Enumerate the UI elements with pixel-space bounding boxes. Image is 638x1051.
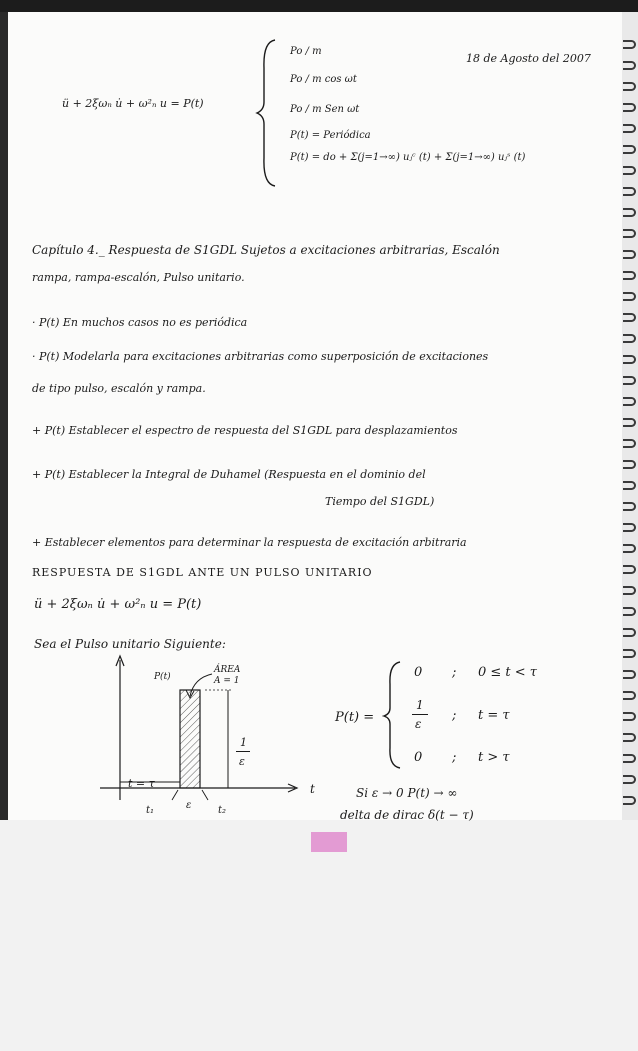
- top-equation: ü + 2ξωₙ u̇ + ω²ₙ u = P(t): [62, 97, 204, 110]
- spiral-ring: [623, 166, 636, 175]
- spiral-ring: [623, 439, 636, 448]
- pulse-figure: [90, 650, 330, 820]
- chapter-line-2: rampa, rampa-escalón, Pulso unitario.: [32, 271, 245, 284]
- delta-text: delta de dirac δ(t − τ): [340, 808, 474, 822]
- fig-height-bar: [236, 751, 250, 752]
- bullet-2: · P(t) Modelarla para excitaciones arbitrarias como superposición de excitaciones: [32, 350, 489, 363]
- case2-sep: ;: [452, 708, 457, 723]
- spiral-ring: [623, 187, 636, 196]
- case3-cond: t > τ: [478, 750, 510, 765]
- fig-t-tau: t = τ: [128, 777, 155, 790]
- sticky-tab: [311, 832, 347, 852]
- spiral-ring: [623, 712, 636, 721]
- spiral-ring: [623, 355, 636, 364]
- bullet-3: + P(t) Establecer el espectro de respuesta del S1GDL para desplazamientos: [32, 424, 458, 437]
- limit-text: Si ε → 0 P(t) → ∞: [356, 786, 458, 800]
- fig-eps: ε: [186, 800, 192, 811]
- spiral-ring: [623, 523, 636, 532]
- section-title: RESPUESTA DE S1GDL ANTE UN PULSO UNITARIO: [32, 566, 373, 579]
- spiral-ring: [623, 82, 636, 91]
- bullet-1: · P(t) En muchos casos no es periódica: [32, 316, 248, 329]
- case1-cond: 0 ≤ t < τ: [478, 665, 538, 680]
- spiral-ring: [623, 733, 636, 742]
- case-3: Po / m Sen ωt: [290, 104, 360, 115]
- spiral-ring: [623, 754, 636, 763]
- case1-value: 0: [414, 665, 423, 680]
- case-1: Po / m: [290, 46, 322, 57]
- spiral-ring: [623, 271, 636, 280]
- spiral-ring: [623, 775, 636, 784]
- section-equation: ü + 2ξωₙ u̇ + ω²ₙ u = P(t): [34, 597, 202, 612]
- case3-sep: ;: [452, 750, 457, 765]
- bullet-2-cont: de tipo pulso, escalón y rampa.: [32, 382, 206, 395]
- spiral-ring: [623, 292, 636, 301]
- spiral-ring: [623, 607, 636, 616]
- spiral-ring: [623, 586, 636, 595]
- case2-bar: [412, 714, 428, 715]
- fig-t-axis: t: [310, 782, 315, 796]
- case-5: P(t) = do + Σ(j=1→∞) uⱼᶜ (t) + Σ(j=1→∞) uⱼˢ (t): [290, 152, 526, 163]
- spiral-ring: [623, 61, 636, 70]
- fig-t2: t₂: [218, 805, 227, 816]
- spiral-ring: [623, 649, 636, 658]
- spiral-ring: [623, 313, 636, 322]
- spiral-ring: [623, 250, 636, 259]
- bullet-5: + Establecer elementos para determinar la respuesta de excitación arbitraria: [32, 536, 467, 549]
- spiral-ring: [623, 481, 636, 490]
- spiral-ring: [623, 418, 636, 427]
- spiral-ring: [623, 376, 636, 385]
- pulse-rect: [180, 690, 200, 788]
- pulse-intro: Sea el Pulso unitario Siguiente:: [34, 637, 226, 651]
- bullet-4-cont: Tiempo del S1GDL): [325, 495, 435, 508]
- case2-den: ε: [415, 717, 422, 731]
- spiral-ring: [623, 544, 636, 553]
- spiral-ring: [623, 460, 636, 469]
- case3-value: 0: [414, 750, 423, 765]
- fig-area-value: A = 1: [214, 676, 240, 686]
- spiral-ring: [623, 103, 636, 112]
- spiral-ring: [623, 208, 636, 217]
- case-4: P(t) = Periódica: [290, 130, 371, 141]
- piecewise-brace: [382, 660, 404, 770]
- spiral-ring: [623, 124, 636, 133]
- fig-area-label: ÁREA: [214, 665, 241, 675]
- fig-height-den: ε: [239, 755, 245, 768]
- piecewise-lhs: P(t) =: [335, 710, 375, 725]
- spiral-ring: [623, 40, 636, 49]
- case-2: Po / m cos ωt: [290, 74, 357, 85]
- fig-y-label: P(t): [154, 672, 171, 682]
- notebook-left-edge: [0, 12, 8, 820]
- spiral-ring: [623, 397, 636, 406]
- spiral-ring: [623, 502, 636, 511]
- case2-cond: t = τ: [478, 708, 510, 723]
- spiral-ring: [623, 229, 636, 238]
- fig-t1: t₁: [146, 805, 155, 816]
- case1-sep: ;: [452, 665, 457, 680]
- cases-brace: [255, 38, 279, 188]
- spiral-ring: [623, 334, 636, 343]
- spiral-ring: [623, 145, 636, 154]
- date: 18 de Agosto del 2007: [466, 52, 591, 65]
- spiral-ring: [623, 670, 636, 679]
- case2-num: 1: [416, 698, 424, 712]
- fig-height-num: 1: [240, 736, 247, 749]
- spiral-ring: [623, 796, 636, 805]
- scan-background: [0, 820, 638, 1051]
- chapter-line-1: Capítulo 4._ Respuesta de S1GDL Sujetos a excitaciones arbitrarias, Escalón: [32, 243, 500, 257]
- scanner-top-edge: [0, 0, 638, 12]
- spiral-ring: [623, 691, 636, 700]
- spiral-ring: [623, 565, 636, 574]
- bullet-4: + P(t) Establecer la Integral de Duhamel (Respuesta en el dominio del: [32, 468, 426, 481]
- spiral-ring: [623, 628, 636, 637]
